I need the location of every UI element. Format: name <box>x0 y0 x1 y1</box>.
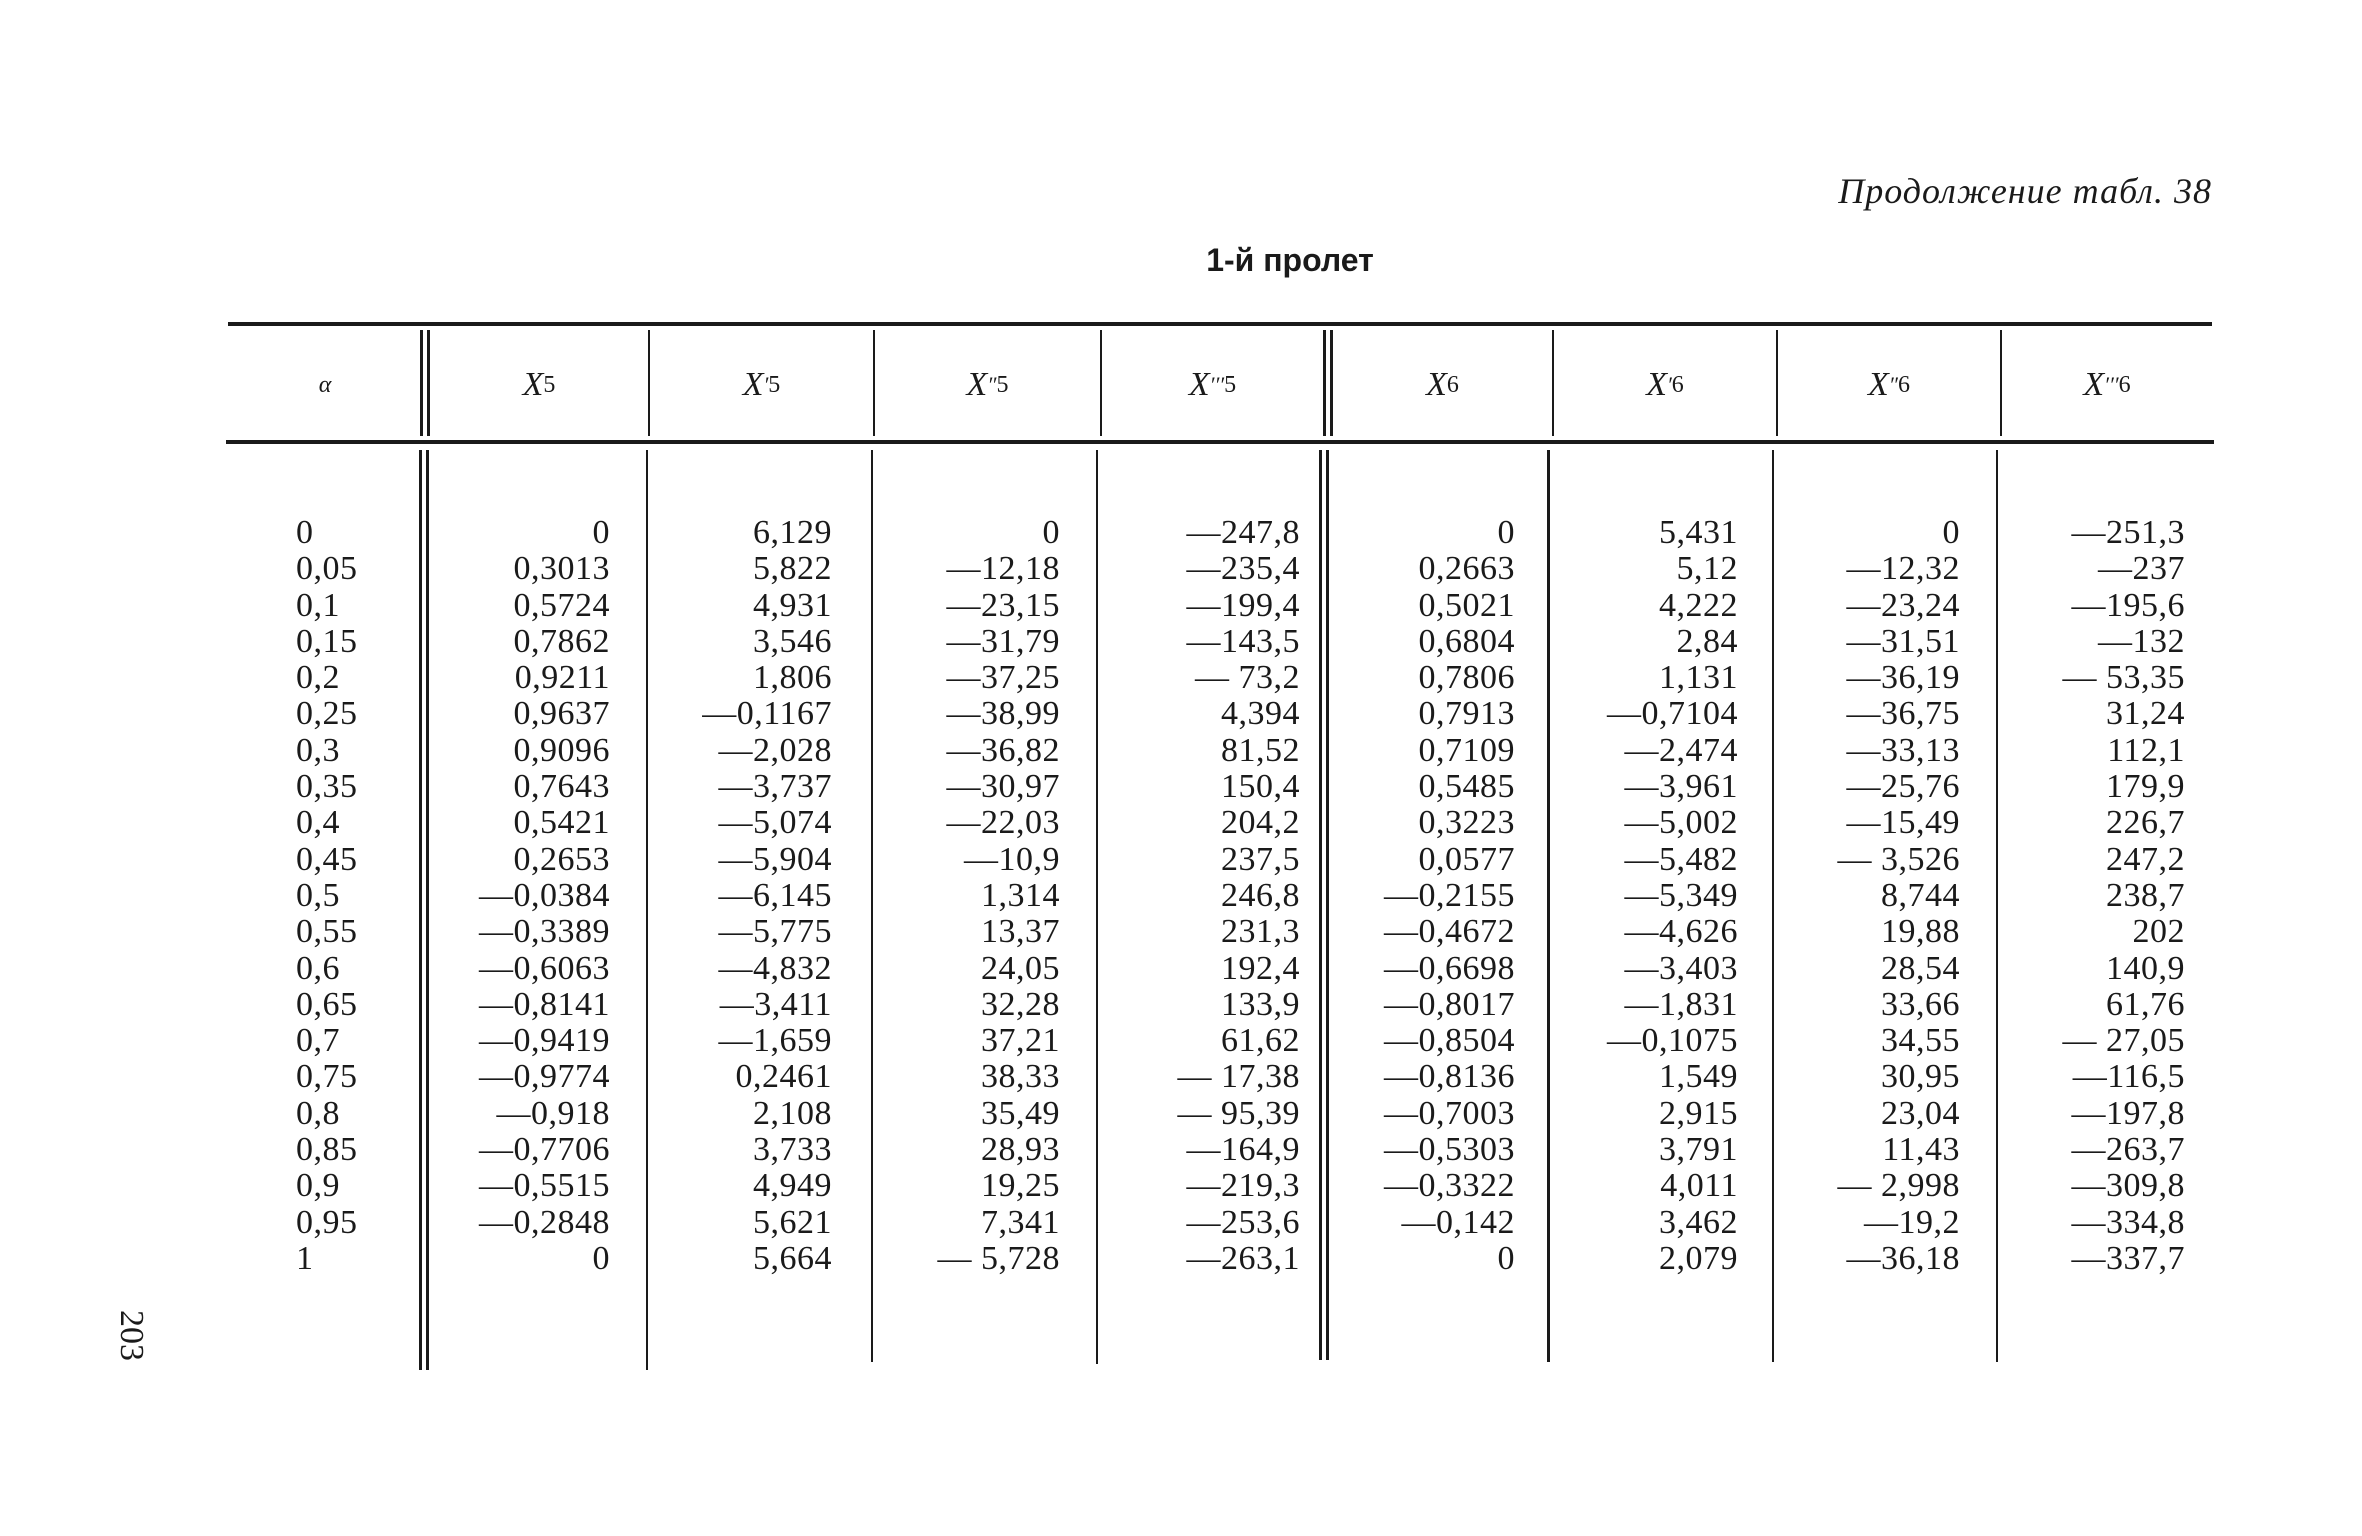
table-cell: 0 <box>1497 514 1515 551</box>
table-cell: —22,03 <box>946 804 1060 842</box>
table-cell: —2,474 <box>1624 731 1738 769</box>
table-cell: —0,8017 <box>1384 985 1515 1023</box>
table-cell: —0,3322 <box>1384 1167 1515 1205</box>
table-cell: —237 <box>2098 550 2185 588</box>
table-cell: 0 <box>592 1239 610 1277</box>
table-cell: 0,8 <box>296 1094 340 1132</box>
table-cell: 1,549 <box>1659 1058 1738 1096</box>
table-cell: —3,737 <box>718 768 832 806</box>
table-cell: 0 <box>296 514 314 551</box>
table-cell: —19,2 <box>1864 1203 1960 1241</box>
table-cell: 192,4 <box>1221 949 1300 987</box>
table-cell: 0 <box>1497 1239 1515 1277</box>
table-cell: 28,93 <box>981 1131 1060 1169</box>
table-cell: 11,43 <box>1882 1131 1960 1169</box>
col-divider <box>426 450 429 1370</box>
table-cell: 0,7109 <box>1418 731 1515 769</box>
table-cell: 0,5724 <box>513 586 610 624</box>
table-cell: —5,074 <box>718 804 832 842</box>
table-cell: —0,6698 <box>1384 949 1515 987</box>
table-cell: —5,002 <box>1624 804 1738 842</box>
table-cell: —36,19 <box>1846 659 1960 697</box>
table-cell: 5,431 <box>1659 514 1738 551</box>
table-cell: —0,2155 <box>1384 876 1515 914</box>
table-cell: —0,6063 <box>479 949 610 987</box>
table-cell: 226,7 <box>2106 804 2185 842</box>
table-cell: 0,6 <box>296 949 340 987</box>
table-cell: —263,7 <box>2071 1131 2185 1169</box>
table-cell: — 5,728 <box>937 1239 1060 1277</box>
table-cell: 1,314 <box>981 876 1060 914</box>
table-cell: — 17,38 <box>1177 1058 1300 1096</box>
table-cell: 31,24 <box>2106 695 2185 733</box>
table-cell: 6,129 <box>753 514 832 551</box>
table-cell: —0,918 <box>496 1094 610 1132</box>
table-cell: 0,6804 <box>1418 622 1515 660</box>
table-cell: 246,8 <box>1221 876 1300 914</box>
table-cell: —36,82 <box>946 731 1060 769</box>
table-cell: 133,9 <box>1221 985 1300 1023</box>
table-cell: —253,6 <box>1186 1203 1300 1241</box>
table-cell: 5,664 <box>753 1239 832 1277</box>
table-cell: 0,3223 <box>1418 804 1515 842</box>
table-cell: 19,25 <box>981 1167 1060 1205</box>
header-x5: X 5 <box>522 366 556 403</box>
table-cell: 0,5 <box>296 876 340 914</box>
table-cell: —6,145 <box>718 876 832 914</box>
table-cell: 179,9 <box>2106 768 2185 806</box>
table-cell: —0,142 <box>1401 1203 1515 1241</box>
table-cell: — 27,05 <box>2062 1022 2185 1060</box>
column-x5-prime <box>660 515 832 1277</box>
table-cell: 8,744 <box>1881 876 1960 914</box>
table-cell: 1 <box>296 1239 314 1277</box>
table-cell: — 53,35 <box>2062 659 2185 697</box>
table-cell: —12,18 <box>946 550 1060 588</box>
table-cell: —0,8504 <box>1384 1022 1515 1060</box>
table-cell: 0,4 <box>296 804 340 842</box>
table-cell: —38,99 <box>946 695 1060 733</box>
table-cell: —25,76 <box>1846 768 1960 806</box>
table-cell: 0,1 <box>296 586 340 624</box>
table-cell: 0,2653 <box>513 840 610 878</box>
table-cell: —0,9419 <box>479 1022 610 1060</box>
table-cell: 0,5021 <box>1418 586 1515 624</box>
col-divider <box>1096 450 1098 1364</box>
table-cell: 32,28 <box>981 985 1060 1023</box>
table-cell: —5,904 <box>718 840 832 878</box>
table-cell: —23,24 <box>1846 586 1960 624</box>
table-cell: 0,35 <box>296 768 358 806</box>
table-cell: —0,7104 <box>1607 695 1738 733</box>
table-cell: 61,76 <box>2106 985 2185 1023</box>
table-cell: 0,0577 <box>1418 840 1515 878</box>
table-cell: 0,7806 <box>1418 659 1515 697</box>
table-cell: —5,349 <box>1624 876 1738 914</box>
table-cell: —247,8 <box>1186 514 1300 551</box>
table-cell: —33,13 <box>1846 731 1960 769</box>
table-cell: 30,95 <box>1881 1058 1960 1096</box>
table-cell: 28,54 <box>1881 949 1960 987</box>
col-divider <box>420 330 423 436</box>
table-cell: 204,2 <box>1221 804 1300 842</box>
table-cell: 0,75 <box>296 1058 358 1096</box>
table-cell: —31,79 <box>946 622 1060 660</box>
table-cell: 3,546 <box>753 622 832 660</box>
table-cell: 34,55 <box>1881 1022 1960 1060</box>
table-cell: —0,0384 <box>479 876 610 914</box>
table-cell: —23,15 <box>946 586 1060 624</box>
table-cell: —0,8141 <box>479 985 610 1023</box>
table-cell: 150,4 <box>1221 768 1300 806</box>
table-cell: 0,95 <box>296 1203 358 1241</box>
table-cell: 5,12 <box>1676 550 1738 588</box>
table-cell: —0,7706 <box>479 1131 610 1169</box>
col-divider <box>1996 450 1998 1362</box>
table-cell: —5,775 <box>718 913 832 951</box>
table-cell: 35,49 <box>981 1094 1060 1132</box>
table-cell: 0,65 <box>296 985 358 1023</box>
table-cell: 38,33 <box>981 1058 1060 1096</box>
table-cell: 3,733 <box>753 1131 832 1169</box>
table-cell: — 2,998 <box>1837 1167 1960 1205</box>
table-cell: 0,15 <box>296 622 358 660</box>
table-cell: 231,3 <box>1221 913 1300 951</box>
table-cell: —0,2848 <box>479 1203 610 1241</box>
col-divider <box>1319 450 1322 1360</box>
table-continuation-caption: Продолжение табл. 38 <box>1838 171 2212 211</box>
table-cell: —1,831 <box>1624 985 1738 1023</box>
table-cell: —3,403 <box>1624 949 1738 987</box>
table-cell: — 73,2 <box>1195 659 1300 697</box>
table-cell: 0,7862 <box>513 622 610 660</box>
table-cell: 0,9096 <box>513 731 610 769</box>
table-cell: 0,2 <box>296 659 340 697</box>
table-cell: 7,341 <box>981 1203 1060 1241</box>
table-cell: 0,05 <box>296 550 358 588</box>
table-cell: —5,482 <box>1624 840 1738 878</box>
table-cell: 0,3 <box>296 731 340 769</box>
table-cell: 4,011 <box>1660 1167 1738 1205</box>
table-cell: 5,621 <box>753 1203 832 1241</box>
table-cell: 81,52 <box>1221 731 1300 769</box>
table-cell: 238,7 <box>2106 876 2185 914</box>
header-x5-double-prime: X ″ 5 <box>966 366 1009 403</box>
column-x5-double-prime <box>880 515 1060 1277</box>
table-cell: 4,394 <box>1221 695 1300 733</box>
table-cell: 23,04 <box>1881 1094 1960 1132</box>
table-cell: —30,97 <box>946 768 1060 806</box>
table-cell: 0,3013 <box>513 550 610 588</box>
col-divider <box>419 450 422 1370</box>
table-cell: 0 <box>1042 514 1060 551</box>
table-cell: 0 <box>592 514 610 551</box>
table-cell: 0,9211 <box>514 659 610 697</box>
table-cell: — 95,39 <box>1177 1094 1300 1132</box>
table-cell: —132 <box>2098 622 2185 660</box>
table-cell: —197,8 <box>2071 1094 2185 1132</box>
table-cell: 0,7913 <box>1418 695 1515 733</box>
column-x6-triple-prime <box>2010 515 2185 1277</box>
table-cell: —2,028 <box>718 731 832 769</box>
table-cell: 33,66 <box>1881 985 1960 1023</box>
table-cell: 0,7 <box>296 1022 340 1060</box>
col-divider <box>1547 450 1550 1362</box>
table-cell: —337,7 <box>2071 1239 2185 1277</box>
column-alpha <box>296 515 358 1277</box>
column-x6-prime <box>1560 515 1738 1277</box>
col-divider <box>1772 450 1774 1362</box>
table-cell: 140,9 <box>2106 949 2185 987</box>
table-cell: 0,9637 <box>513 695 610 733</box>
table-cell: 247,2 <box>2106 840 2185 878</box>
table-cell: —143,5 <box>1186 622 1300 660</box>
table-cell: —3,961 <box>1624 768 1738 806</box>
table-cell: —334,8 <box>2071 1203 2185 1241</box>
page-number: 203 <box>113 1310 150 1361</box>
span-title: 1-й пролет <box>1206 242 1374 278</box>
header-x6-prime: X ′ 6 <box>1646 366 1684 403</box>
table-cell: 19,88 <box>1881 913 1960 951</box>
table-cell: — 3,526 <box>1837 840 1960 878</box>
column-x5 <box>450 515 610 1277</box>
table-cell: 2,84 <box>1676 622 1738 660</box>
table-cell: —0,1075 <box>1607 1022 1738 1060</box>
table-cell: —15,49 <box>1846 804 1960 842</box>
table-cell: —251,3 <box>2071 514 2185 551</box>
table-cell: 2,079 <box>1659 1239 1738 1277</box>
table-cell: 0,7643 <box>513 768 610 806</box>
table-cell: —0,9774 <box>479 1058 610 1096</box>
table-cell: 4,222 <box>1659 586 1738 624</box>
table-cell: —235,4 <box>1186 550 1300 588</box>
table-cell: 61,62 <box>1221 1022 1300 1060</box>
table-cell: —219,3 <box>1186 1167 1300 1205</box>
table-cell: —195,6 <box>2071 586 2185 624</box>
table-cell: 112,1 <box>2107 731 2185 769</box>
table-cell: —164,9 <box>1186 1131 1300 1169</box>
table-cell: 37,21 <box>981 1022 1060 1060</box>
col-divider <box>871 450 873 1362</box>
header-x5-triple-prime: X ′′′ 5 <box>1188 366 1237 403</box>
table-cell: 4,931 <box>753 586 832 624</box>
table-cell: —10,9 <box>964 840 1060 878</box>
table-cell: 0,5485 <box>1418 768 1515 806</box>
table-cell: 3,462 <box>1659 1203 1738 1241</box>
table-cell: —309,8 <box>2071 1167 2185 1205</box>
table-cell: 24,05 <box>981 949 1060 987</box>
header-x6: X 6 <box>1426 366 1459 403</box>
table-cell: 3,791 <box>1659 1131 1738 1169</box>
table-cell: —0,5303 <box>1384 1131 1515 1169</box>
table-cell: —31,51 <box>1846 622 1960 660</box>
table-cell: —36,18 <box>1846 1239 1960 1277</box>
table-cell: 202 <box>2132 913 2185 951</box>
table-cell: 2,915 <box>1659 1094 1738 1132</box>
column-x6-double-prime <box>1790 515 1960 1277</box>
table-cell: —263,1 <box>1186 1239 1300 1277</box>
table-cell: 0,85 <box>296 1131 358 1169</box>
table-cell: —0,5515 <box>479 1167 610 1205</box>
table-cell: —0,4672 <box>1384 913 1515 951</box>
table-cell: —0,1167 <box>702 695 832 733</box>
table-cell: 0,5421 <box>513 804 610 842</box>
table-cell: 0,25 <box>296 695 358 733</box>
table-cell: —4,832 <box>718 949 832 987</box>
column-x6 <box>1340 515 1515 1277</box>
table-cell: —0,7003 <box>1384 1094 1515 1132</box>
table-cell: 2,108 <box>753 1094 832 1132</box>
table-cell: 13,37 <box>981 913 1060 951</box>
header-x6-triple-prime: X ′′′ 6 <box>2083 366 2131 403</box>
table-cell: —0,8136 <box>1384 1058 1515 1096</box>
table-cell: 0,2461 <box>735 1058 832 1096</box>
table-cell: 0,9 <box>296 1167 340 1205</box>
col-divider <box>1323 330 1326 436</box>
table-cell: 0 <box>1942 514 1960 551</box>
col-divider <box>1326 450 1329 1360</box>
table-cell: —36,75 <box>1846 695 1960 733</box>
table-cell: 0,2663 <box>1418 550 1515 588</box>
table-cell: 4,949 <box>753 1167 832 1205</box>
header-alpha: α <box>318 371 332 398</box>
table-cell: 1,806 <box>753 659 832 697</box>
table-cell: —0,3389 <box>479 913 610 951</box>
table-cell: —4,626 <box>1624 913 1738 951</box>
table-cell: 0,55 <box>296 913 358 951</box>
table-cell: —12,32 <box>1846 550 1960 588</box>
header-x6-double-prime: X ″ 6 <box>1868 366 1910 403</box>
table-cell: 0,45 <box>296 840 358 878</box>
table-cell: 237,5 <box>1221 840 1300 878</box>
column-x5-triple-prime <box>1110 515 1300 1277</box>
table-cell: —37,25 <box>946 659 1060 697</box>
header-x5-prime: X ′ 5 <box>742 366 781 403</box>
col-divider <box>646 450 648 1370</box>
table-cell: —116,5 <box>2072 1058 2185 1096</box>
table-cell: —3,411 <box>719 985 832 1023</box>
table-cell: —199,4 <box>1186 586 1300 624</box>
table-cell: —1,659 <box>718 1022 832 1060</box>
table-cell: 5,822 <box>753 550 832 588</box>
table-cell: 1,131 <box>1659 659 1738 697</box>
